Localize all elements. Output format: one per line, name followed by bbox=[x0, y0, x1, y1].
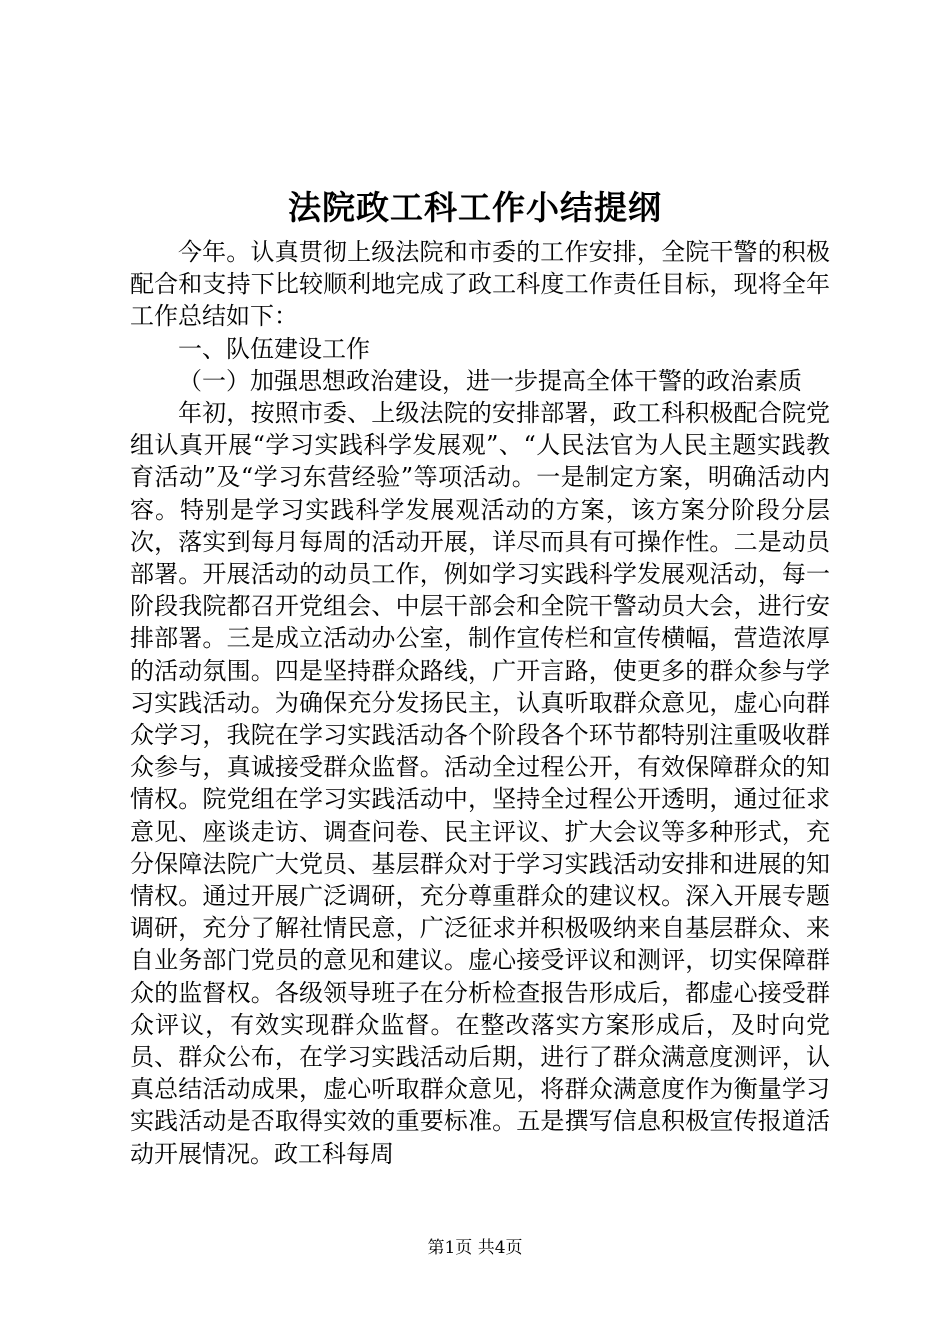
paragraph-intro: 今年。认真贯彻上级法院和市委的工作安排，全院干警的积极配合和支持下比较顺利地完成了政工科度工作责任目标，现将全年工作总结如下： bbox=[130, 238, 830, 331]
section-heading: 一、队伍建设工作 bbox=[178, 334, 370, 363]
paragraph-body: 年初，按照市委、上级法院的安排部署，政工科积极配合院党组认真开展“学习实践科学发展观”、“人民法官为人民主题实践教育活动”及“学习东营经验”等项活动。一是制定方案，明确活动内容。特别是学习实践科学发展观活动的方案，该方案分阶段分层次，落实到每月每周的活动开展，详尽而具有可操作性。二是动员部署。开展活动的动员工作，例如学习实践科学发展观活动，每一阶段我院都召开党组会、中层干部会和全院干警动员大会，进行安排部署。三是成立活动办公室，制作宣传栏和宣传横幅，营造浓厚的活动氛围。四是坚持群众路线，广开言路，使更多的群众参与学习实践活动。为确保充分发扬民主，认真听取群众意见，虚心向群众学习，我院在学习实践活动各个阶段各个环节都特别注重吸收群众参与，真诚接受群众监督。活动全过程公开，有效保障群众的知情权。院党组在学习实践活动中，坚持全过程公开透明，通过征求意见、座谈走访、调查问卷、民主评议、扩大会议等多种形式，充分保障法院广大党员、基层群众对于学习实践活动安排和进展的知情权。通过开展广泛调研，充分尊重群众的建议权。深入开展专题调研，充分了解社情民意，广泛征求并积极吸纳来自基层群众、来自业务部门党员的意见和建议。虚心接受评议和测评，切实保障群众的监督权。各级领导班子在分析检查报告形成后，都虚心接受群众评议，有效实现群众监督。在整改落实方案形成后，及时向党员、群众公布，在学习实践活动后期，进行了群众满意度测评，认真总结活动成果，虚心听取群众意见，将群众满意度作为衡量学习实践活动是否取得实效的重要标准。五是撰写信息积极宣传报道活动开展情况。政工科每周 bbox=[130, 399, 830, 1168]
subsection-heading: （一）加强思想政治建设，进一步提高全体干警的政治素质 bbox=[178, 366, 802, 395]
document-body bbox=[130, 236, 830, 1170]
page-number: 第1页 共4页 bbox=[427, 1238, 523, 1258]
document-title: 法院政工科工作小结提纲 bbox=[288, 188, 662, 227]
